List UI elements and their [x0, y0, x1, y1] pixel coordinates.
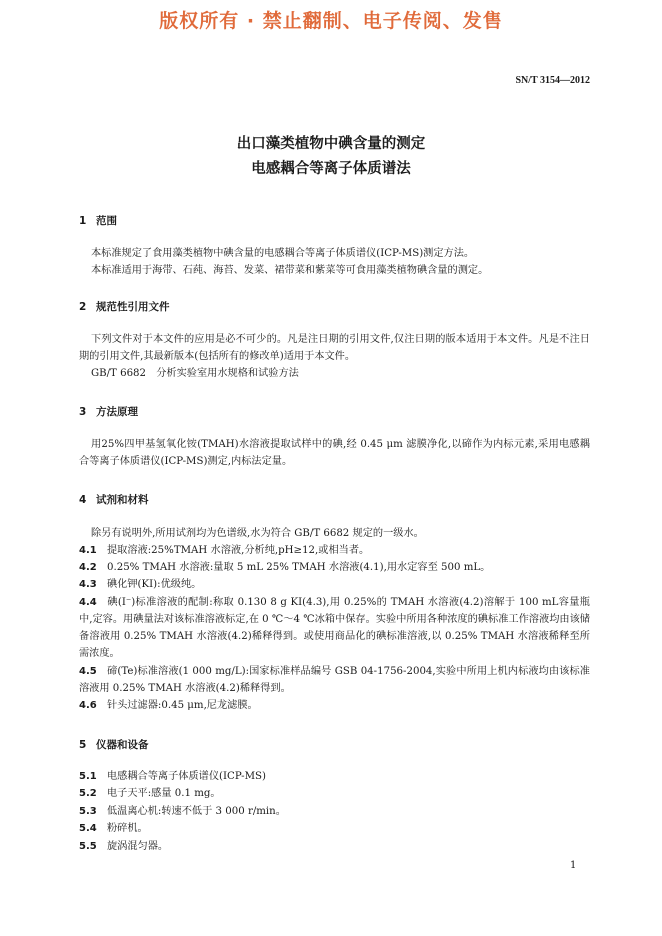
item-number: 4.5 — [79, 666, 97, 677]
list-item — [79, 559, 590, 576]
section-number: 3 — [79, 406, 87, 418]
item-text: 碘(I⁻)标准溶液的配制:称取 0.130 8 g KI(4.3),用 0.25%的 TMAH 水溶液(4.2)溶解于 100 mL容量瓶中,定容。用碘量法对该标准溶液标定,在 0 ℃～4 ℃冰箱中保存。实验中所用各种浓度的碘标准工作溶液均由该储备溶液用 0.25% TMAH 水溶液(4.2)稀释得到。或使用商品化的碘标准溶液,以 0.25% TMAH 水溶液稀释至所需浓度。 — [79, 597, 590, 659]
paragraph: 用25%四甲基氢氧化铵(TMAH)水溶液提取试样中的碘,经 0.45 μm 滤膜净化,以碲作为内标元素,采用电感耦合等离子体质谱仪(ICP-MS)测定,内标法定量。 — [79, 439, 590, 467]
item-text: 电子天平:感量 0.1 mg。 — [107, 788, 221, 799]
item-text: 粉碎机。 — [107, 823, 148, 834]
item-number: 5.3 — [79, 806, 97, 817]
item-number: 5.5 — [79, 841, 97, 852]
item-number: 5.4 — [79, 823, 97, 834]
paragraph: 除另有说明外,所用试剂均为色谱级,水为符合 GB/T 6682 规定的一级水。 — [91, 528, 424, 539]
list-item — [79, 768, 590, 785]
document-title: 出口藻类植物中碘含量的测定 — [236, 136, 426, 152]
section-heading-apparatus — [79, 737, 149, 752]
section-number: 2 — [79, 301, 87, 313]
page-number: 1 — [570, 860, 577, 871]
section-number: 5 — [79, 739, 87, 751]
list-item — [79, 542, 590, 559]
item-number: 4.4 — [79, 597, 97, 608]
section-number: 1 — [79, 215, 87, 227]
paragraph: 本标准适用于海带、石莼、海苔、发菜、裙带菜和紫菜等可食用藻类植物碘含量的测定。 — [91, 265, 489, 276]
section-title: 范围 — [96, 215, 117, 227]
list-item — [79, 785, 590, 802]
item-number: 4.1 — [79, 545, 97, 556]
item-text: 碲(Te)标准溶液(1 000 mg/L):国家标准样品编号 GSB 04-1756-2004,实验中所用上机内标液均由该标准溶液用 0.25% TMAH 水溶液(4.2)稀释得到。 — [79, 666, 590, 694]
section-number: 4 — [79, 494, 87, 506]
list-item — [79, 594, 590, 662]
item-number: 5.1 — [79, 771, 97, 782]
item-text: 0.25% TMAH 水溶液:量取 5 mL 25% TMAH 水溶液(4.1),用水定容至 500 mL。 — [107, 562, 491, 573]
section-heading-normative-references — [79, 299, 170, 314]
standard-number: SN/T 3154—2012 — [515, 75, 590, 86]
list-item — [79, 576, 590, 593]
section-title: 规范性引用文件 — [96, 301, 170, 313]
item-number: 4.2 — [79, 562, 97, 573]
copyright-watermark: 版权所有 · 禁止翻制、电子传阅、发售 — [159, 10, 503, 32]
item-number: 5.2 — [79, 788, 97, 799]
document-subtitle: 电感耦合等离子体质谱法 — [251, 161, 411, 177]
item-text: 旋涡混匀器。 — [107, 841, 169, 852]
list-item — [79, 697, 590, 714]
paragraph: 下列文件对于本文件的应用是必不可少的。凡是注日期的引用文件,仅注日期的版本适用于本文件。凡是不注日期的引用文件,其最新版本(包括所有的修改单)适用于本文件。 — [79, 334, 590, 362]
section-title: 方法原理 — [96, 406, 138, 418]
item-text: 碘化钾(KI):优级纯。 — [107, 579, 202, 590]
reference-entry: GB/T 6682 分析实验室用水规格和试验方法 — [91, 368, 299, 379]
item-text: 提取溶液:25%TMAH 水溶液,分析纯,pH≥12,或相当者。 — [107, 545, 370, 556]
section-title: 仪器和设备 — [96, 739, 149, 751]
list-item — [79, 803, 590, 820]
item-text: 电感耦合等离子体质谱仪(ICP-MS) — [107, 771, 266, 782]
list-item — [79, 838, 590, 855]
item-text: 低温离心机:转速不低于 3 000 r/min。 — [107, 806, 286, 817]
paragraph: 本标准规定了食用藻类植物中碘含量的电感耦合等离子体质谱仪(ICP-MS)测定方法。 — [91, 248, 475, 259]
item-text: 针头过滤器:0.45 μm,尼龙滤膜。 — [107, 700, 258, 711]
section-title: 试剂和材料 — [96, 494, 149, 506]
item-number: 4.6 — [79, 700, 97, 711]
item-number: 4.3 — [79, 579, 97, 590]
list-item — [79, 663, 590, 697]
list-item — [79, 820, 590, 837]
section-heading-principle — [79, 404, 138, 419]
section-heading-reagents — [79, 492, 149, 507]
section-heading-scope — [79, 213, 117, 228]
